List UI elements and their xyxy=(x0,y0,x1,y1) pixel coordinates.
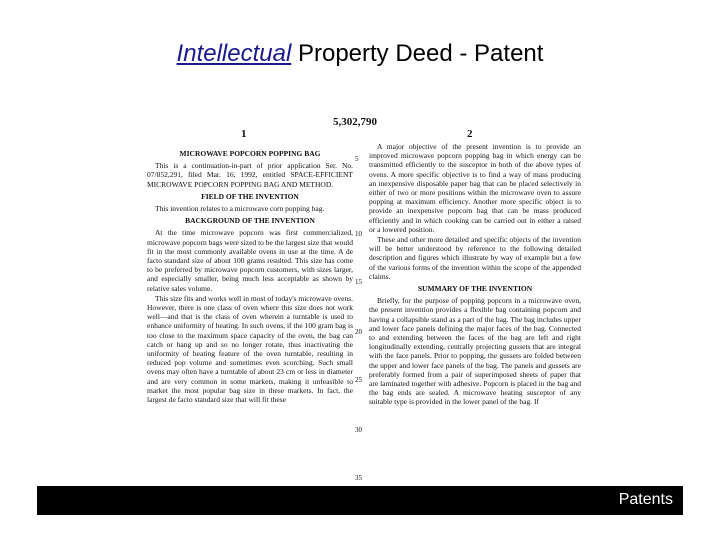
line-number: 35 xyxy=(355,474,362,482)
footer-label: Patents xyxy=(618,491,673,508)
line-number: 10 xyxy=(355,230,362,238)
section-heading: BACKGROUND OF THE INVENTION xyxy=(185,216,315,226)
patent-title: MICROWAVE POPCORN POPPING BAG xyxy=(179,149,321,158)
title-link[interactable]: Intellectual xyxy=(176,40,292,67)
title-text: Property Deed - Patent xyxy=(291,40,544,67)
slide-title xyxy=(0,40,720,68)
line-number: 30 xyxy=(355,426,362,434)
patent-number: 5,302,790 xyxy=(333,116,377,128)
paragraph: This is a continuation-in-part of prior application Ser. No. 07/852,291, filed Mar. 16, 1992, entitled SPACE-EFFICIENT MICROWAVE POPCORN POPPING BAG AND METHOD. xyxy=(147,161,353,189)
paragraph: This size fits and works well in most of today's microwave ovens. However, there is one class of oven where this size does not work well—and that is the class of oven wherein a turntable is used to enhance uniformity of heating. In such ovens, if the 100 gram bag is too close to the maximum space capacity of the oven, the bag can catch or hang up and so no longer rotate, thus inactivating the uniformity of heating feature of the oven turntable, resulting in reduced pop volume and sometimes even scorching. Such small ovens may often have a turntable of about 23 cm or less in diameter and are very common in some markets, making it unfeasible to market the most popular bag size in these markets. In fact, the largest de facto standard size that will fit these xyxy=(147,293,353,405)
line-number: 15 xyxy=(355,278,362,286)
line-number: 5 xyxy=(355,155,359,163)
patent-document-scan xyxy=(137,112,597,486)
section-heading: FIELD OF THE INVENTION xyxy=(201,191,299,201)
paragraph: At the time microwave popcorn was first commercialized, microwave popcorn bags were sized to be the largest size that would fit in the most commonly available ovens in use at the time. A de facto standard size of about 100 grams resulted. This size has come to be preferred by microwave popcorn customers, with sizes larger, and especially smaller, being much less acceptable as shown by relative sales volume. xyxy=(147,228,353,293)
section-heading: SUMMARY OF THE INVENTION xyxy=(417,284,533,294)
right-column xyxy=(369,142,581,408)
line-number: 20 xyxy=(355,328,362,336)
left-column-number: 1 xyxy=(241,128,247,140)
right-column-number: 2 xyxy=(467,128,473,140)
paragraph: This invention relates to a microwave corn popping bag. xyxy=(155,204,325,214)
left-column xyxy=(147,146,353,405)
paragraph: A major objective of the present invention is to provide an improved microwave popcorn popping bag in which energy can be transmitted efficiently to the susceptor in both of the above types of ovens. A more specific objective is to find a way of mass producing an inexpensive disposable paper bag that can be placed selectively in either of two or more positions within the microwave oven to assure popping at maximum efficiency. Another more specific object is to provide an inexpensive popcorn bag that can be mass produced efficiently and in which cooking can be carried out in either a raised or a lowered position. xyxy=(369,142,581,234)
paragraph: These and other more detailed and specific objects of the invention will be better understood by reference to the following detailed description and figures which illustrate by way of example but a few of the various forms of the invention within the scope of the appended claims. xyxy=(369,235,581,281)
paragraph: Briefly, for the purpose of popping popcorn in a microwave oven, the present invention provides a flexible bag containing popcorn and having a collapsible stand as a part of the bag. The bag includes upper and lower face panels defining the major faces of the bag. Connected to and extending between the faces of the bag are left and right longitudinally extending, centrally projecting gussets that are integral with the face panels. Prior to popping, the gussets are folded between the upper and lower face panels of the bag. The panels and gussets are preferably formed from a pair of superimposed sheets of paper that are laminated together with adhesive. Popcorn is placed in the bag and the bag ends are sealed. A microwave heating susceptor of any suitable type is provided in the lower panel of the bag. If xyxy=(369,296,581,407)
footer-bar xyxy=(37,486,683,515)
line-number: 25 xyxy=(355,376,362,384)
